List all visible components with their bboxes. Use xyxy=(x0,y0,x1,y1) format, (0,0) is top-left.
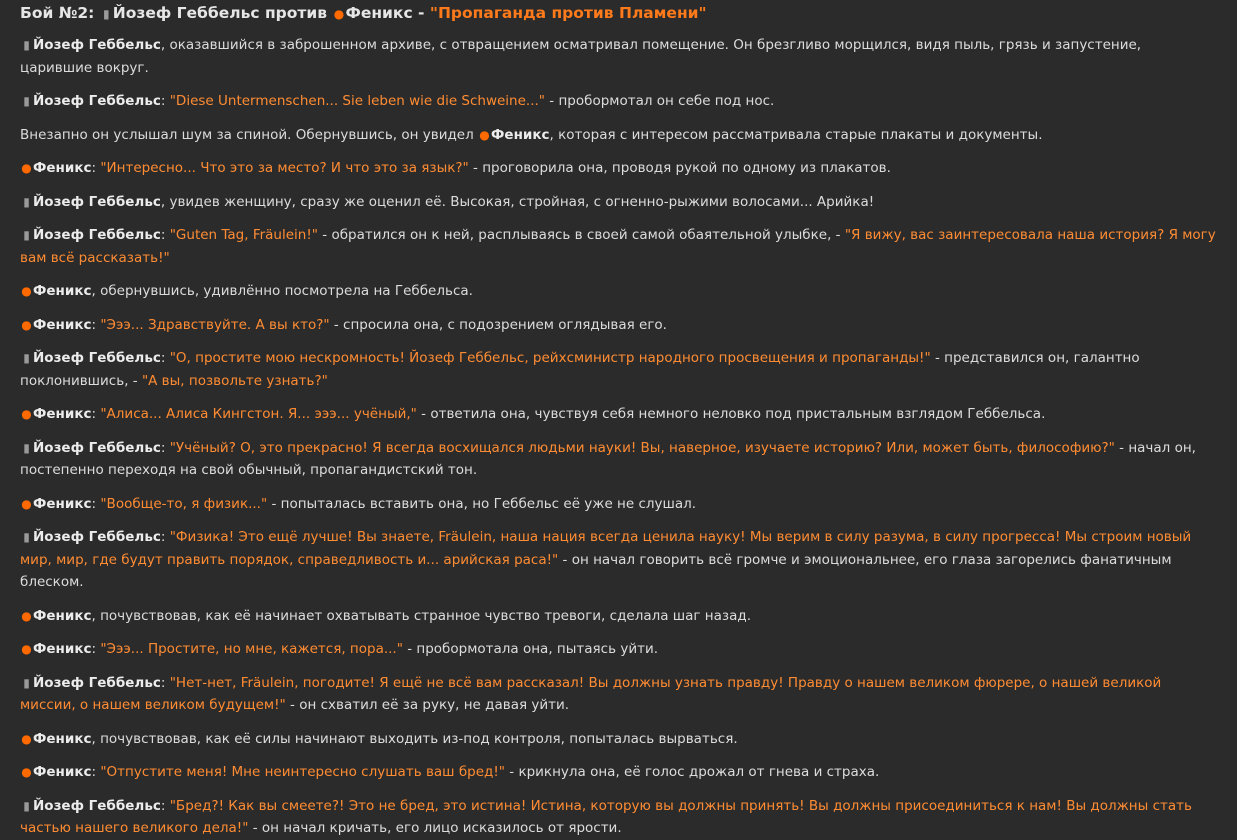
story-paragraph xyxy=(20,34,1217,79)
fire-icon: ● xyxy=(21,642,32,656)
narration-text: - попыталась вставить она, но Геббельс её уже не слушал. xyxy=(267,495,697,512)
story-paragraph xyxy=(20,347,1217,392)
narration-text: - пробормотала она, пытаясь уйти. xyxy=(402,641,659,657)
narration-text: , оказавшийся в заброшенном архиве, с отвращением осматривал помещение. Он брезгливо морщился, видя пыль, грязь и запустение, царившие вокруг. xyxy=(20,37,1142,76)
dialogue-quote: "Diese Untermenschen... Sie leben wie die Schweine..." xyxy=(169,93,546,109)
narration-text: - спросила она, с подозрением оглядывая его. xyxy=(329,316,667,333)
rock-icon: ▮ xyxy=(23,798,30,813)
rock-icon: ▮ xyxy=(23,351,30,365)
narration-text: - ответила она, чувствуя себя немного неловко под пристальным взглядом Геббельса. xyxy=(416,406,1046,422)
narration-text: : xyxy=(160,529,170,545)
title-vs: против xyxy=(259,4,333,22)
title-fighter-1: Йозеф Геббельс xyxy=(112,4,260,22)
narration-text: : xyxy=(91,160,101,176)
story-paragraph xyxy=(20,728,1217,751)
rock-icon: ▮ xyxy=(23,94,30,108)
speaker-name: Йозеф Геббельс xyxy=(33,37,161,53)
story-paragraph xyxy=(20,437,1217,482)
speaker-name: Йозеф Геббельс xyxy=(33,529,161,545)
fire-icon: ● xyxy=(333,7,345,21)
rock-icon: ▮ xyxy=(23,675,30,690)
dialogue-quote: "Эээ... Здравствуйте. А вы кто?" xyxy=(100,316,330,333)
rock-icon: ▮ xyxy=(23,440,30,455)
narration-text: : xyxy=(160,93,170,109)
dialogue-quote: "Я вижу, вас заинтересовала наша история? Я могу вам всё рассказать!" xyxy=(20,227,1216,266)
story-paragraph xyxy=(20,224,1217,269)
speaker-name: Феникс xyxy=(33,607,92,624)
narration-text: , почувствовав, как её начинает охватывать странное чувство тревоги, сделала шаг назад. xyxy=(91,607,751,624)
narration-text: - начал он, постепенно переходя на свой обычный, пропагандистский тон. xyxy=(20,439,1196,478)
rock-icon: ▮ xyxy=(23,194,30,209)
speaker-name: Феникс xyxy=(33,406,92,422)
narration-text: , обернувшись, удивлённо посмотрела на Геббельса. xyxy=(91,283,473,299)
narration-text: , увидев женщину, сразу же оценил её. Высокая, стройная, с огненно-рыжими волосами... Арийка! xyxy=(160,193,875,210)
title-dash: - xyxy=(412,4,430,22)
narration-text: Внезапно он услышал шум за спиной. Обернувшись, он увидел xyxy=(20,126,479,143)
narration-text: - он схватил её за руку, не давая уйти. xyxy=(285,697,570,713)
story-paragraph xyxy=(20,761,1217,784)
dialogue-quote: "Бред?! Как вы смеете?! Это не бред, это истина! Истина, которую вы должны принять! Вы должны присоединиться к нам! Вы должны стать частью нашего великого дела!" xyxy=(20,797,1192,836)
narration-text: - представился он, галантно поклонившись, - xyxy=(20,350,1140,389)
speaker-name: Йозеф Геббельс xyxy=(33,227,161,243)
narration-text: - он начал кричать, его лицо исказилось от ярости. xyxy=(248,820,622,836)
fire-icon: ● xyxy=(21,407,32,421)
dialogue-quote: "Отпустите меня! Мне неинтересно слушать ваш бред!" xyxy=(100,764,505,780)
fire-icon: ● xyxy=(21,731,32,746)
fire-icon: ● xyxy=(21,765,32,779)
speaker-name: Йозеф Геббельс xyxy=(33,93,161,109)
dialogue-quote: "О, простите мою нескромность! Йозеф Геббельс, рейхсминистр народного просвещения и пропаганды!" xyxy=(169,350,931,366)
speaker-name: Феникс xyxy=(491,126,550,143)
narration-text: : xyxy=(91,641,101,657)
dialogue-quote: "Эээ... Простите, но мне, кажется, пора..." xyxy=(100,641,403,657)
title-fighter-2: Феникс xyxy=(345,4,413,22)
fire-icon: ● xyxy=(21,317,32,332)
dialogue-quote: "Алиса... Алиса Кингстон. Я... эээ... учёный," xyxy=(100,406,417,422)
story-paragraph xyxy=(20,191,1217,214)
speaker-name: Феникс xyxy=(33,764,92,780)
title-prefix: Бой №2: xyxy=(20,4,100,22)
fire-icon: ● xyxy=(479,127,490,142)
speaker-name: Феникс xyxy=(33,730,92,747)
speaker-name: Йозеф Геббельс xyxy=(33,439,161,456)
narration-text: : xyxy=(91,406,101,422)
narration-text: - обратился он к ней, расплываясь в своей самой обаятельной улыбке, - xyxy=(317,227,845,243)
speaker-name: Йозеф Геббельс xyxy=(33,797,161,814)
dialogue-quote: "Физика! Это ещё лучше! Вы знаете, Fräulein, наша нация всегда ценила науку! Мы верим в силу разума, в силу прогресса! Мы строим новый мир, мир, где будут править порядок, справедливость и... арийская раса!" xyxy=(20,529,1192,568)
narration-text: : xyxy=(160,797,170,814)
story-paragraph xyxy=(20,157,1217,180)
narration-text: , почувствовав, как её силы начинают выходить из-под контроля, попыталась вырваться. xyxy=(91,730,738,747)
narration-text: : xyxy=(160,674,170,691)
rock-icon: ▮ xyxy=(23,228,30,242)
fire-icon: ● xyxy=(21,496,32,511)
story-paragraph xyxy=(20,526,1217,594)
speaker-name: Йозеф Геббельс xyxy=(33,350,161,366)
narration-text: : xyxy=(91,764,101,780)
story-paragraph xyxy=(20,672,1217,717)
narration-text: : xyxy=(91,316,101,333)
speaker-name: Йозеф Геббельс xyxy=(33,193,161,210)
rock-icon: ▮ xyxy=(23,530,30,544)
dialogue-quote: "Вообще-то, я физик..." xyxy=(100,495,268,512)
speaker-name: Йозеф Геббельс xyxy=(33,674,161,691)
fire-icon: ● xyxy=(21,608,32,623)
dialogue-quote: "Учёный? О, это прекрасно! Я всегда восхищался людьми науки! Вы, наверное, изучаете историю? Или, может быть, философию?" xyxy=(169,439,1115,456)
dialogue-quote: "Интересно... Что это за место? И что это за язык?" xyxy=(100,160,469,176)
speaker-name: Феникс xyxy=(33,316,92,333)
story-paragraph xyxy=(20,314,1217,337)
narration-text: , которая с интересом рассматривала старые плакаты и документы. xyxy=(549,126,1043,143)
story-paragraph xyxy=(20,280,1217,303)
story-paragraph xyxy=(20,124,1217,147)
fire-icon: ● xyxy=(21,284,32,298)
speaker-name: Феникс xyxy=(33,160,92,176)
narration-text: - крикнула она, её голос дрожал от гнева и страха. xyxy=(504,764,880,780)
narration-text: - пробормотал он себе под нос. xyxy=(545,93,775,109)
story-paragraph xyxy=(20,90,1217,113)
speaker-name: Феникс xyxy=(33,283,92,299)
story-paragraph xyxy=(20,493,1217,516)
story-paragraph xyxy=(20,795,1217,840)
page-title xyxy=(20,4,1217,22)
rock-icon: ▮ xyxy=(102,7,110,21)
narration-text: - проговорила она, проводя рукой по одному из плакатов. xyxy=(468,160,891,176)
narration-text: : xyxy=(160,439,170,456)
story-text xyxy=(20,34,1217,840)
narration-text: - он начал говорить всё громче и эмоциональнее, его глаза загорелись фанатичным блеском. xyxy=(20,551,1172,590)
dialogue-quote: "Нет-нет, Fräulein, погодите! Я ещё не всё вам рассказал! Вы должны узнать правду! Правду о нашем великом фюрере, о нашей великой миссии, о нашем великом будущем!" xyxy=(20,674,1162,713)
speaker-name: Феникс xyxy=(33,641,92,657)
story-paragraph xyxy=(20,403,1217,426)
dialogue-quote: "Guten Tag, Fräulein!" xyxy=(169,227,318,243)
title-quote: "Пропаганда против Пламени" xyxy=(429,4,707,22)
fire-icon: ● xyxy=(21,161,32,175)
story-paragraph xyxy=(20,605,1217,628)
rock-icon: ▮ xyxy=(23,38,30,52)
narration-text: : xyxy=(91,495,101,512)
narration-text: : xyxy=(160,350,170,366)
narration-text: : xyxy=(160,227,170,243)
speaker-name: Феникс xyxy=(33,495,92,512)
dialogue-quote: "А вы, позвольте узнать?" xyxy=(141,372,328,389)
story-paragraph xyxy=(20,638,1217,661)
